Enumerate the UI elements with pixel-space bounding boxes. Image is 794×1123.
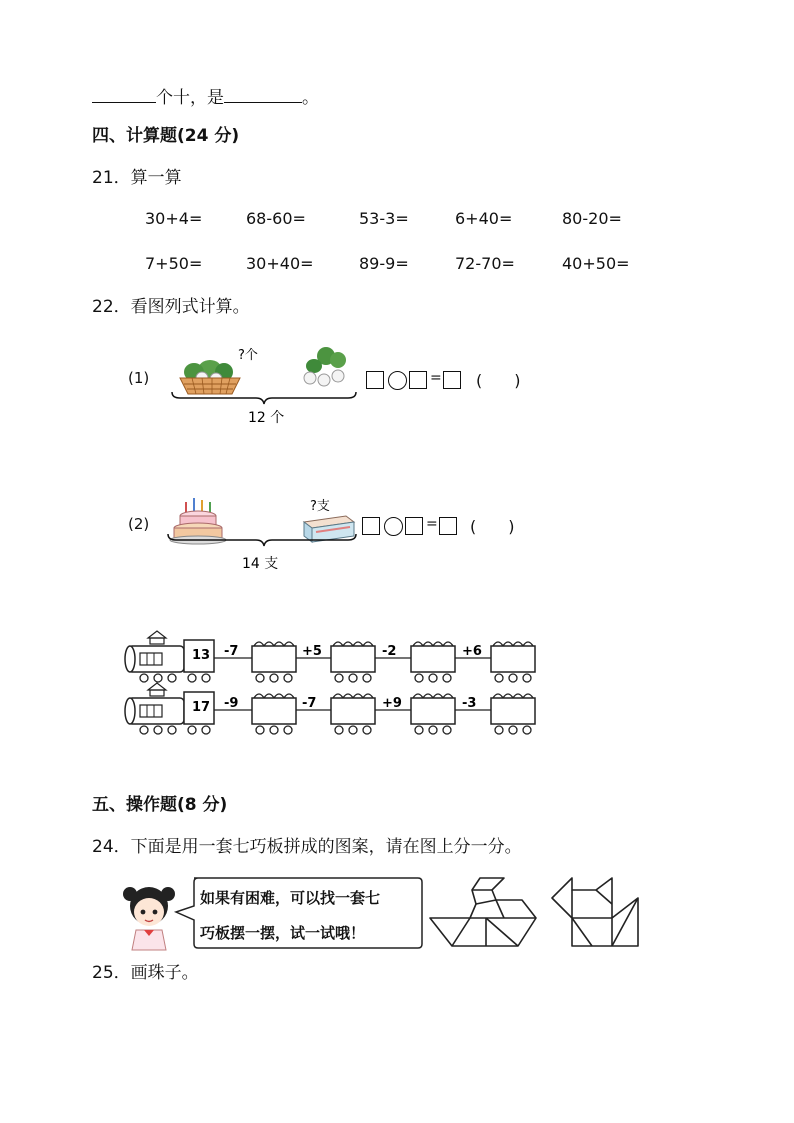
operation-label: -3 — [462, 696, 477, 711]
expression: 68-60= — [246, 209, 306, 228]
wagon-icon — [252, 642, 296, 682]
operation-label: -7 — [302, 696, 317, 711]
expression: 89-9= — [359, 254, 409, 273]
question-22-title: 22．看图列式计算。 — [92, 297, 250, 317]
wagon-icon — [411, 694, 455, 734]
wagon-icon — [331, 694, 375, 734]
question-21-title: 21．算一算 — [92, 168, 182, 188]
part-label: (1) — [128, 369, 150, 387]
answer-box[interactable] — [366, 371, 384, 389]
bubble-text: 巧板摆一摆，试一试哦！ — [200, 924, 366, 942]
answer-blank[interactable] — [224, 86, 302, 103]
expression: 30+40= — [246, 254, 314, 273]
equals-sign: = — [430, 370, 442, 386]
answer-box[interactable] — [409, 371, 427, 389]
tangram-swan — [430, 878, 536, 946]
wagon-icon — [411, 642, 455, 682]
total-label: 12 个 — [248, 410, 285, 426]
section-title: 四、计算题(24 分) — [92, 126, 240, 146]
cake-icon — [170, 498, 226, 544]
question-25-title: 25．画珠子。 — [92, 963, 199, 983]
candle-box-icon — [304, 516, 354, 542]
bubble-text: 如果有困难，可以找一套七 — [200, 889, 381, 907]
unknown-label: ?支 — [310, 499, 330, 514]
section-title: 五、操作题(8 分) — [92, 795, 228, 815]
answer-box[interactable] — [362, 517, 380, 535]
expression: 6+40= — [455, 209, 513, 228]
operation-label: -2 — [382, 644, 397, 659]
expression: 30+4= — [145, 209, 203, 228]
answer-box[interactable] — [443, 371, 461, 389]
operation-label: +9 — [382, 696, 402, 711]
unit-parentheses[interactable]: ( ) — [470, 517, 515, 536]
top-fill-line: 个十，是 。 — [92, 86, 319, 109]
start-number: 17 — [192, 700, 211, 715]
operation-label: +6 — [462, 644, 482, 659]
expression: 40+50= — [562, 254, 630, 273]
wagon-icon — [491, 694, 535, 734]
question-24-title: 24．下面是用一套七巧板拼成的图案，请在图上分一分。 — [92, 837, 522, 857]
answer-blank[interactable] — [92, 86, 156, 103]
wagon-icon — [491, 642, 535, 682]
train-row — [125, 631, 535, 682]
expression: 80-20= — [562, 209, 622, 228]
operator-circle[interactable] — [384, 517, 403, 536]
train-puzzle — [122, 628, 542, 740]
train-row — [125, 683, 535, 734]
expression: 53-3= — [359, 209, 409, 228]
unknown-label: ?个 — [238, 348, 258, 363]
start-number: 13 — [192, 648, 211, 663]
expression: 72-70= — [455, 254, 515, 273]
unit-parentheses[interactable]: ( ) — [476, 371, 521, 390]
part-label: (2) — [128, 515, 150, 533]
operation-label: -9 — [224, 696, 239, 711]
total-label: 14 支 — [242, 556, 279, 572]
radish-picture — [168, 342, 363, 432]
expression: 7+50= — [145, 254, 203, 273]
operator-circle[interactable] — [388, 371, 407, 390]
wagon-icon — [331, 642, 375, 682]
answer-box[interactable] — [439, 517, 457, 535]
answer-box[interactable] — [405, 517, 423, 535]
operation-label: -7 — [224, 644, 239, 659]
wagon-icon — [252, 694, 296, 734]
radish-icon — [304, 347, 346, 386]
tangram-cat — [552, 878, 638, 946]
tangram-figures — [426, 874, 656, 952]
operation-label: +5 — [302, 644, 322, 659]
candle-picture — [164, 494, 364, 574]
basket-icon — [180, 360, 240, 394]
equals-sign: = — [426, 516, 438, 532]
